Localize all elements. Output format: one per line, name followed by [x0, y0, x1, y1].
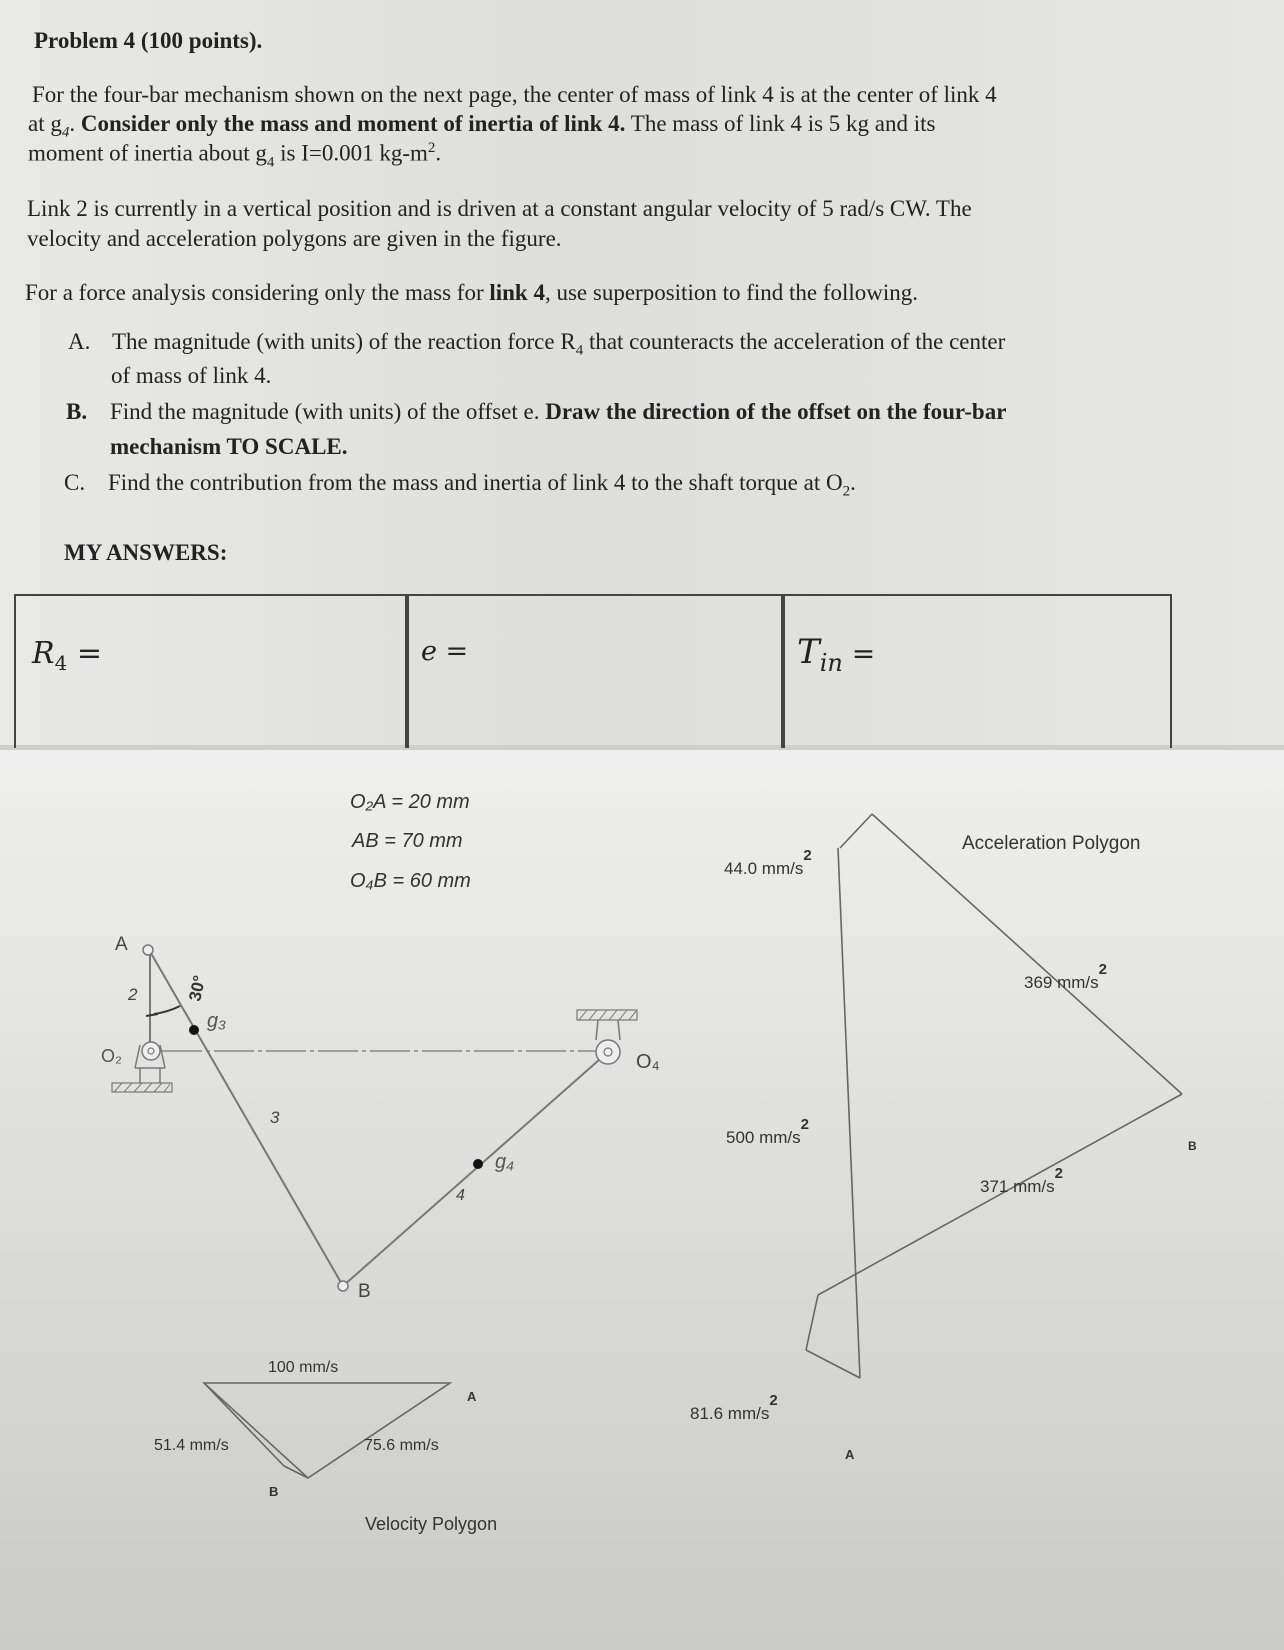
label-link-4: 4 [456, 1187, 465, 1204]
label-link-3: 3 [270, 1108, 280, 1127]
item-b-label: B. [66, 399, 88, 424]
label-angle: 30° [185, 973, 210, 1003]
accel-371: 371 mm/s2 [980, 1165, 1063, 1196]
g3-marker [189, 1025, 199, 1035]
pin-b [338, 1281, 348, 1291]
problem-heading: Problem 4 (100 points). [34, 28, 263, 53]
velocity-756: 75.6 mm/s [364, 1437, 439, 1454]
accel-label-a: A [845, 1447, 855, 1462]
velocity-label-b: B [269, 1484, 279, 1499]
accel-seg-500 [838, 848, 860, 1378]
answer-box-r4[interactable] [14, 594, 409, 748]
velocity-label-a: A [467, 1389, 477, 1404]
accel-seg-369 [872, 814, 1182, 1094]
accel-seg-44 [840, 814, 872, 848]
item-c-line: Find the contribution from the mass and inertia of link 4 to the shaft torque at $O_2$. [108, 470, 856, 500]
paragraph-1-line-1: For the four-bar mechanism shown on the next page, the center of mass of link 4 is at the center of link 4 [32, 82, 997, 107]
link-4 [343, 1052, 608, 1286]
ground-support-o4 [577, 1010, 637, 1064]
angle-arc [154, 1006, 180, 1014]
label-link-2: 2 [128, 985, 138, 1004]
paragraph-2-line-2: velocity and acceleration polygons are given in the figure. [27, 226, 562, 251]
velocity-100: 100 mm/s [268, 1359, 339, 1376]
paragraph-3: For a force analysis considering only the mass for link 4, use superposition to find the following. [25, 280, 919, 305]
item-a-line-1: The magnitude (with units) of the reaction force $R_4$ that counteracts the acceleration of the center [112, 329, 1006, 359]
dim-o2a: O₂A = 20 mm [350, 791, 470, 813]
velocity-polygon [154, 1359, 497, 1534]
accel-816: 81.6 mm/s2 [690, 1392, 778, 1423]
tin-label: $T_{in}$ = [797, 632, 876, 677]
label-b: B [358, 1281, 371, 1302]
accel-seg-close [806, 1295, 818, 1350]
acceleration-title: Acceleration Polygon [962, 833, 1141, 854]
label-g4: g₄ [495, 1151, 515, 1173]
paragraph-2-line-1: Link 2 is currently in a vertical position and is driven at a constant angular velocity of 5 rad/s CW. The [27, 196, 972, 221]
item-a-line-2: of mass of link 4. [111, 363, 272, 388]
answer-box-e[interactable] [405, 594, 785, 748]
label-o4: O₄ [636, 1051, 660, 1073]
link-3 [148, 948, 343, 1286]
accel-500: 500 mm/s2 [726, 1116, 809, 1147]
label-o2: O₂ [101, 1046, 122, 1066]
paragraph-1-line-2: at $g_4$. Consider only the mass and moment of inertia of link 4. The mass of link 4 is 5 kg and its [28, 111, 936, 141]
accel-44: 44.0 mm/s2 [724, 847, 812, 878]
item-c-label: C. [64, 470, 86, 495]
label-g3: g₃ [207, 1010, 227, 1032]
label-a: A [115, 934, 128, 955]
r4-label: $R_4$ = [32, 636, 103, 675]
mechanism-figure [0, 750, 1284, 1650]
angle-arrow [146, 1014, 158, 1016]
g4-marker [473, 1159, 483, 1169]
pin-a [143, 945, 153, 955]
dim-ab: AB = 70 mm [352, 830, 463, 852]
answers-heading: MY ANSWERS: [64, 540, 228, 565]
acceleration-polygon [690, 814, 1197, 1462]
velocity-triangle [204, 1383, 450, 1478]
item-a-label: A. [68, 329, 91, 354]
paragraph-1-line-3: moment of inertia about $g_4$ is I=0.001 $kg-m^2$. [28, 140, 442, 171]
e-label: e = [421, 636, 469, 667]
accel-seg-816 [806, 1350, 860, 1378]
answer-box-tin[interactable] [781, 594, 1172, 748]
figure-page [0, 750, 1284, 1650]
accel-369: 369 mm/s2 [1024, 961, 1107, 992]
accel-label-b: B [1188, 1139, 1197, 1153]
problem-page [0, 0, 1284, 745]
item-b-line-1: Find the magnitude (with units) of the offset e. Draw the direction of the offset on the four-bar [110, 399, 1007, 424]
item-b-line-2: mechanism TO SCALE. [110, 434, 348, 459]
velocity-514: 51.4 mm/s [154, 1437, 229, 1454]
velocity-title: Velocity Polygon [365, 1514, 498, 1534]
dim-o4b: O₄B = 60 mm [350, 870, 471, 892]
